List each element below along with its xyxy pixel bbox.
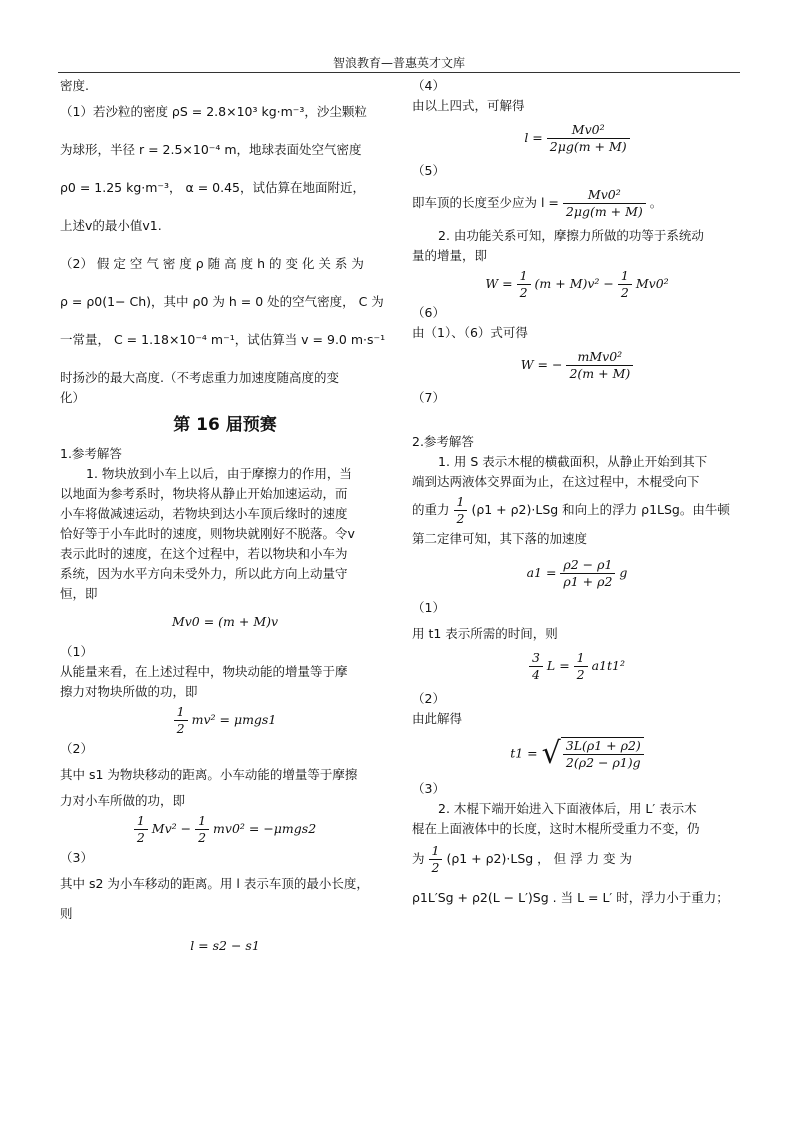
equation: $\frac{3}{4}$ L = $\frac{1}{2}$ a1t1² — [412, 650, 742, 683]
text-line: 擦力对物块所做的功，即 — [60, 684, 198, 699]
text-line: 端到达两液体交界面为止，在这过程中，木棍受向下 — [412, 474, 700, 489]
equation-number: （1） — [412, 600, 445, 615]
text-line: 1. 物块放到小车上以后，由于摩擦力的作用，当 — [86, 466, 352, 481]
equation: $\frac{1}{2}$ mv² = μmgs1 — [60, 704, 390, 737]
text-line: 量的增量，即 — [412, 248, 488, 263]
text-line: 为球形，半径 r = 2.5×10⁻⁴ m，地球表面处空气密度 — [60, 142, 362, 157]
text-line: 以地面为参考系时，物块将从静止开始加速运动，而 — [60, 486, 348, 501]
text-line: 棍在上面液体中的长度，这时木棍所受重力不变，仍 — [412, 821, 700, 836]
text-line: 由以上四式，可解得 — [412, 98, 525, 113]
text-line: （1）若沙粒的密度 ρS = 2.8×10³ kg·m⁻³，沙尘颗粒 — [60, 104, 367, 119]
text-line: 密度. — [60, 78, 89, 93]
text-line: 则 — [60, 906, 73, 921]
text-line: 第二定律可知，其下落的加速度 — [412, 531, 588, 546]
equation: l = $\frac{\text{Mv0²}}{2\mu g(m + M)}$ — [412, 122, 742, 155]
equation-number: （7） — [412, 390, 445, 405]
text-line: 一常量， C = 1.18×10⁻⁴ m⁻¹，试估算当 v = 9.0 m·s⁻¹ — [60, 332, 386, 347]
text-line: （2） 假 定 空 气 密 度 ρ 随 高 度 h 的 变 化 关 系 为 — [60, 256, 364, 271]
fraction: $\frac{\text{Mv0²}}{2\mu g(m + M)}$ — [547, 122, 630, 155]
equation: t1 = √ $\frac{3L(\rho 1 + \rho 2)}{2(\rho 2 - \rho 1)g}$ — [412, 737, 742, 771]
text-line: 1. 用 S 表示木棍的横截面积，从静止开始到其下 — [438, 454, 708, 469]
equation-number: （5） — [412, 163, 445, 178]
equation: a1 = $\frac{\rho 2 - \rho 1}{\rho 1 + \rho 2}$ g — [526, 557, 628, 589]
text-line: 力对小车所做的功，即 — [60, 793, 186, 808]
equation: W = $\frac{1}{2}$ (m + M)v² − $\frac{1}{2}$ Mv0² — [485, 268, 669, 300]
equation-number: （3） — [412, 781, 445, 796]
fraction: $\frac{\rho 2 - \rho 1}{\rho 1 + \rho 2}$ — [560, 557, 615, 590]
text-line: 1.参考解答 — [60, 446, 122, 461]
fraction: $\frac{1}{2}$ — [134, 813, 148, 846]
sqrt-sign: √ — [541, 736, 561, 771]
fraction: $\frac{1}{2}$ — [517, 268, 531, 301]
equation: W = − $\frac{\text{mMv0²}}{2(m + M)}$ — [412, 349, 742, 382]
fraction: $\frac{3}{4}$ — [529, 650, 543, 683]
text-line: 由此解得 — [412, 711, 463, 726]
text-line: ρ0 = 1.25 kg·m⁻³， α = 0.45，试估算在地面附近， — [60, 180, 366, 195]
text-line: ρ = ρ0(1− Ch)，其中 ρ0 为 h = 0 处的空气密度， C 为 — [60, 294, 384, 309]
equation-number: （4） — [412, 78, 445, 93]
text-line: 为 $\frac{1}{2}$ (ρ1 + ρ2)·LSg ， 但 浮 力 变 为 — [412, 843, 633, 875]
fraction: $\frac{1}{2}$ — [429, 843, 443, 876]
equation-number: （2） — [412, 691, 445, 706]
text-line: 其中 s2 为小车移动的距离。用 l 表示车顶的最小长度， — [60, 876, 369, 891]
fraction: $\frac{1}{2}$ — [195, 813, 209, 846]
text-line: 即车顶的长度至少应为 l = $\frac{\text{Mv0²}}{2\mu g(m + M)}$ 。 — [412, 187, 663, 219]
text-line: 化） — [60, 390, 86, 405]
equation: Mv0 = (m + M)v — [171, 614, 279, 629]
text-line: 用 t1 表示所需的时间，则 — [412, 626, 558, 641]
equation-number: （6） — [412, 305, 445, 320]
text-line: ρ1L′Sg + ρ2(L − L′)Sg . 当 L = L′ 时，浮力小于重力； — [412, 890, 729, 905]
equation-number: （2） — [60, 741, 93, 756]
fraction: $\frac{\text{mMv0²}}{2(m + M)}$ — [566, 349, 633, 382]
section-title: 第 16 届预赛 — [173, 415, 277, 435]
text-line: 其中 s1 为物块移动的距离。小车动能的增量等于摩擦 — [60, 767, 358, 782]
text-line: 表示此时的速度，在这个过程中，若以物块和小车为 — [60, 546, 348, 561]
sqrt-body — [561, 737, 644, 771]
right-column — [412, 76, 742, 908]
text-line: 2. 由功能关系可知，摩擦力所做的功等于系统动 — [438, 228, 704, 243]
text-line: 从能量来看，在上述过程中，物块动能的增量等于摩 — [60, 664, 348, 679]
left-column — [60, 76, 390, 956]
text-line: 的重力 $\frac{1}{2}$ (ρ1 + ρ2)·LSg 和向上的浮力 ρ1LSg。由牛顿 — [412, 494, 730, 526]
fraction: $\frac{3L(\rho 1 + \rho 2)}{2(\rho 2 - \rho 1)g}$ — [563, 738, 644, 771]
equation: $\frac{1}{2}$ Mv² − $\frac{1}{2}$ mv0² = −μmgs2 — [60, 813, 390, 846]
fraction: $\frac{1}{2}$ — [174, 704, 188, 737]
equation-number: （3） — [60, 850, 93, 865]
fraction: $\frac{1}{2}$ — [618, 268, 632, 301]
text-line: 由（1）、（6）式可得 — [412, 325, 528, 340]
fraction: $\frac{1}{2}$ — [454, 494, 468, 527]
fraction: $\frac{\text{Mv0²}}{2\mu g(m + M)}$ — [563, 187, 646, 220]
fraction: $\frac{1}{2}$ — [574, 650, 588, 683]
text-line: 系统，因为水平方向未受外力，所以此方向上动量守 — [60, 566, 348, 581]
text-line: 2. 木棍下端开始进入下面液体后，用 L′ 表示木 — [438, 801, 697, 816]
equation: l = s2 − s1 — [190, 938, 260, 953]
page-header: 智浪教育—普惠英才文库 — [58, 56, 740, 73]
text-line: 恰好等于小车此时的速度，则物块就刚好不脱落。令v — [60, 526, 355, 541]
text-line: 2.参考解答 — [412, 434, 474, 449]
text-line: 小车将做减速运动，若物块到达小车顶后缘时的速度 — [60, 506, 348, 521]
equation-number: （1） — [60, 644, 93, 659]
text-line: 时扬沙的最大高度.（不考虑重力加速度随高度的变 — [60, 370, 339, 385]
text-line: 恒，即 — [60, 586, 98, 601]
text-line: 上述v的最小值v1. — [60, 218, 162, 233]
